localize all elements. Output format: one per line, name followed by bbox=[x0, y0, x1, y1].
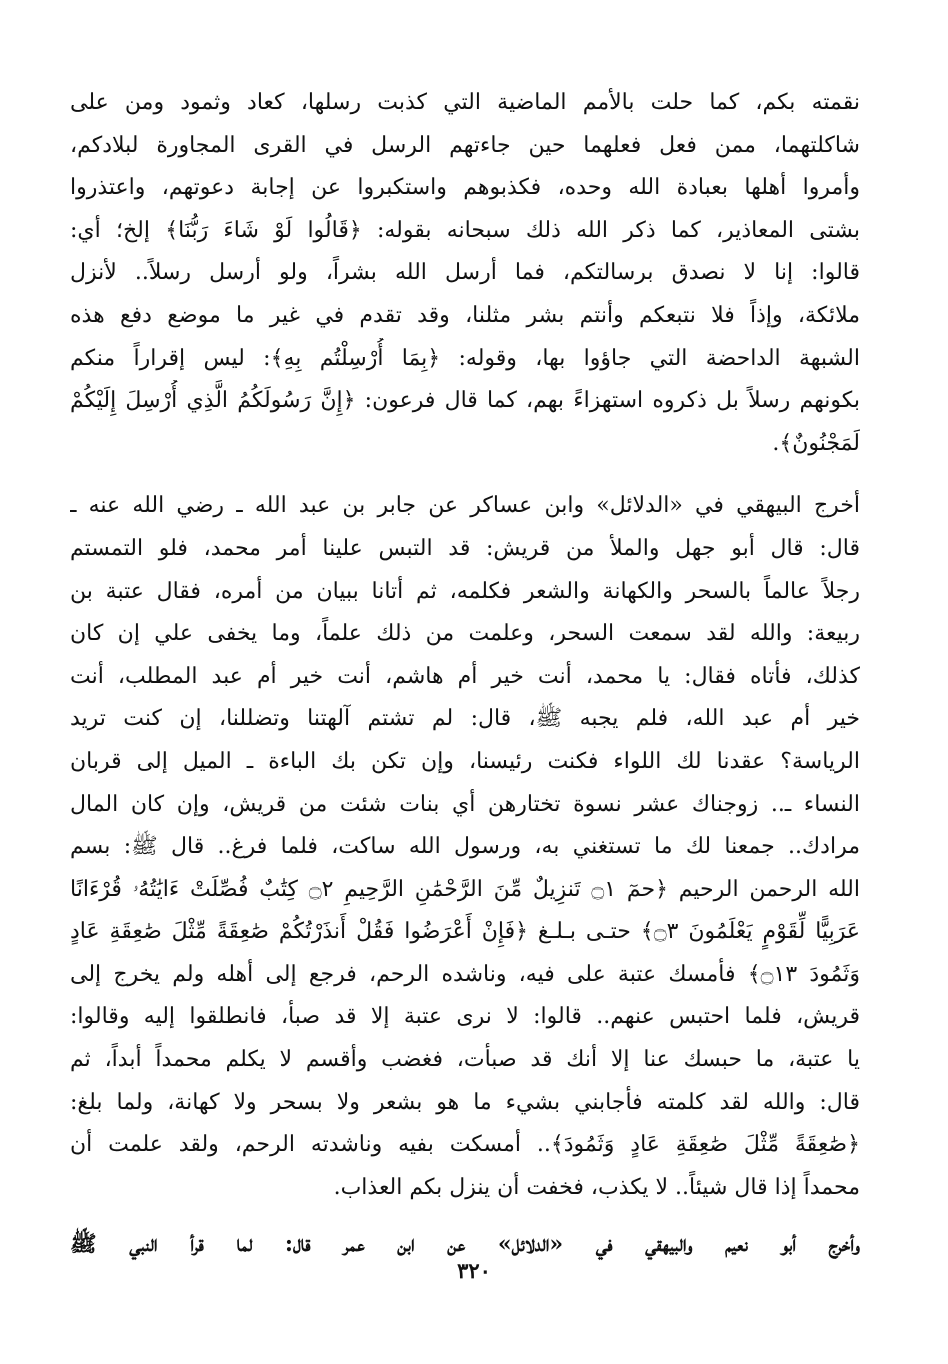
paragraph-spacer bbox=[70, 1209, 860, 1223]
text-line: مرادك.. جمعنا لك ما تستغني به، ورسول الله ساكت، فلما فرغ.. قال ﷺ: بسم bbox=[70, 834, 860, 860]
text-line: بكونهم رسلاً بل ذكروه استهزاءً بهم، كما قال فرعون: ﴿إِنَّ رَسُولَكُمُ الَّذِي أُرْسِلَ إِلَيْكُمْ bbox=[70, 388, 860, 414]
text-line: محمداً إذا قال شيئاً.. لا يكذب، فخفت أن ينزل بكم العذاب. bbox=[333, 1174, 860, 1200]
page-body bbox=[70, 82, 860, 1266]
text-line: النساء ـ.. زوجناك عشر نسوة تختارهن أي بنات شئت من قريش، وإن كان المال bbox=[70, 791, 860, 817]
text-line: الشبهة الداحضة التي جاؤوا بها، وقوله: ﴿بِمَا أُرْسِلْتُم بِهِ﴾: ليس إقراراً منكم bbox=[70, 345, 860, 371]
paragraph-2 bbox=[70, 485, 860, 1209]
text-line: ربيعة: والله لقد سمعت السحر، وعلمت من ذلك علماً، وما يخفى علي إن كان bbox=[70, 621, 860, 647]
text-line: الله الرحمن الرحيم ﴿حمٓ ۝١ تَنزِيلٌ مِّنَ الرَّحْمَٰنِ الرَّحِيمِ ۝٢ كِتَٰبٌ فُصِّلَتْ ءَايَٰتُهُۥ قُرْءَانًا bbox=[70, 876, 860, 902]
text-line: رجلاً عالماً بالسحر والكهانة والشعر فكلمه، ثم أتانا ببيان من أمره، فقال عتبة بن bbox=[70, 578, 860, 604]
text-line: قريش، فلما احتبس عنهم.. قالوا: لا نرى عتبة إلا قد صبأ، فانطلقوا إليه وقالوا: bbox=[70, 1004, 860, 1030]
paragraph-1 bbox=[70, 82, 860, 465]
text-line: لَمَجْنُونٌ﴾. bbox=[772, 430, 860, 456]
text-line: وأمروا أهلها بعبادة الله وحده، فكذبوهم واستكبروا عن إجابة دعوتهم، واعتذروا bbox=[70, 175, 860, 201]
text-line: قالوا: إنا لا نصدق برسالتكم، فما أرسل الله بشراً، ولو أرسل رسلاً.. لأنزل bbox=[70, 260, 860, 286]
text-line: خير أم عبد الله، فلم يجبه ﷺ، قال: لم تشتم آلهتنا وتضللنا، إن كنت تريد bbox=[70, 706, 860, 732]
text-line: الرياسة؟ عقدنا لك اللواء فكنت رئيسنا، وإن تكن بك الباءة ـ الميل إلى قربان bbox=[70, 748, 860, 774]
text-line: قال: قال أبو جهل والملأ من قريش: قد التبس علينا أمر محمد، فلو التمستم bbox=[70, 535, 860, 561]
text-line: عَرَبِيًّا لِّقَوْمٍ يَعْلَمُونَ ۝٣﴾ حتـى بـلـغ ﴿فَإِنْ أَعْرَضُوا فَقُلْ أَنذَرْتُكُمْ صَٰعِقَةً مِّثْلَ صَٰعِقَةِ عَادٍ bbox=[70, 919, 860, 945]
text-line: ﴿صَٰعِقَةً مِّثْلَ صَٰعِقَةِ عَادٍ وَثَمُودَ﴾.. أمسكت بفيه وناشدته الرحم، ولقد علمت أن bbox=[70, 1132, 860, 1158]
text-line: شاكلتهما، ممن فعل فعلهما حين جاءتهم الرسل في القرى المجاورة لبلادكم، bbox=[70, 132, 860, 158]
text-line: قال: والله لقد كلمته فأجابني بشيء ما هو بشعر ولا بسحر ولا كهانة، ولما بلغ: bbox=[70, 1089, 860, 1115]
text-line: بشتى المعاذير، كما ذكر الله ذلك سبحانه بقوله: ﴿قَالُوا لَوْ شَاءَ رَبُّنَا﴾ إلخ؛ أي: bbox=[70, 217, 860, 243]
page-number: ٣٢٠ bbox=[457, 1258, 491, 1283]
text-line: وأخرج أبو نعيم والبيهقي في «الدلائل» عن ابن عمر قال: لما قرأ النبي ﷺ bbox=[70, 1231, 860, 1258]
text-line: نقمته بكم، كما حلت بالأمم الماضية التي كذبت رسلها، كعاد وثمود ومن على bbox=[70, 90, 860, 115]
text-line: كذلك، فأتاه فقال: يا محمد، أنت خير أم هاشم، أنت خير أم عبد المطلب، أنت bbox=[70, 663, 860, 689]
paragraph-spacer bbox=[70, 465, 860, 485]
text-line: وَثَمُودَ ۝١٣﴾ فأمسك عتبة على فيه، وناشده الرحم، فرجع إلى أهله ولم يخرج إلى bbox=[70, 961, 860, 987]
text-line: ملائكة، وإذاً فلا نتبعكم وأنتم بشر مثلنا، وقد تقدم في غير ما موضع دفع هذه bbox=[70, 302, 860, 328]
text-line: أخرج البيهقي في «الدلائل» وابن عساكر عن جابر بن عبد الله ـ رضي الله عنه ـ bbox=[70, 493, 860, 519]
text-line: يا عتبة، ما حبسك عنا إلا أنك قد صبأت، فغضب وأقسم لا يكلم محمداً أبداً، ثم bbox=[70, 1047, 860, 1073]
